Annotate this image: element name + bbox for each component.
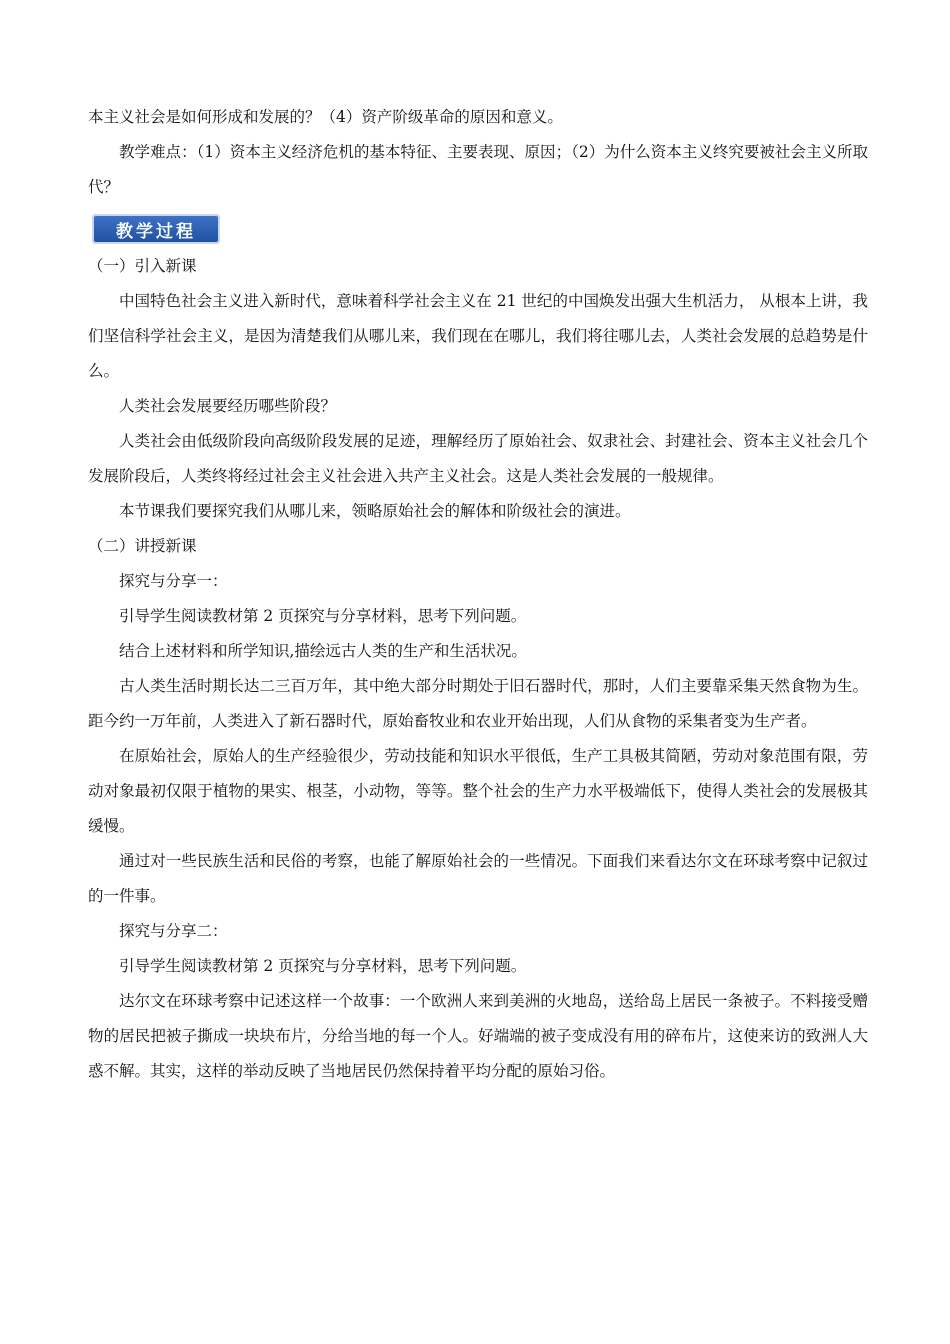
teaching-difficulty-paragraph: 教学难点：（1）资本主义经济危机的基本特征、主要表现、原因；（2）为什么资本主义终究要被社会主义所取代？	[88, 143, 868, 196]
banner-label: 教学过程	[116, 221, 196, 242]
document-page	[88, 100, 868, 1089]
paragraph: 人类社会由低级阶段向高级阶段发展的足迹，理解经历了原始社会、奴隶社会、封建社会、资本主义社会几个发展阶段后，人类终将经过社会主义社会进入共产主义社会。这是人类社会发展的一般规律。	[88, 432, 868, 485]
paragraph: 中国特色社会主义进入新时代，意味着科学社会主义在 21 世纪的中国焕发出强大生机活力， 从根本上讲，我们坚信科学社会主义，是因为清楚我们从哪儿来，我们现在在哪儿，我们将往哪儿去，人类社会发展的总趋势是什么。	[88, 292, 868, 380]
paragraph: 通过对一些民族生活和民俗的考察，也能了解原始社会的一些情况。下面我们来看达尔文在环球考察中记叙过的一件事。	[88, 852, 868, 905]
paragraph: 探究与分享一：	[119, 572, 228, 590]
paragraph: 引导学生阅读教材第 2 页探究与分享材料，思考下列问题。	[119, 957, 527, 975]
paragraph: 人类社会发展要经历哪些阶段？	[119, 397, 337, 415]
section-heading-lecture: （二）讲授新课	[88, 537, 197, 555]
paragraph: 在原始社会，原始人的生产经验很少，劳动技能和知识水平很低，生产工具极其简陋，劳动对象范围有限，劳动对象最初仅限于植物的果实、根茎，小动物，等等。整个社会的生产力水平极端低下，使得人类社会的发展极其缓慢。	[88, 747, 868, 835]
section-heading-intro: （一）引入新课	[88, 257, 197, 275]
paragraph: 结合上述材料和所学知识,描绘远古人类的生产和生活状况。	[119, 642, 527, 660]
section-banner-row	[88, 205, 868, 249]
paragraph: 引导学生阅读教材第 2 页探究与分享材料，思考下列问题。	[119, 607, 527, 625]
paragraph: 古人类生活时期长达二三百万年，其中绝大部分时期处于旧石器时代，那时，人们主要靠采集天然食物为生。距今约一万年前，人类进入了新石器时代，原始畜牧业和农业开始出现，人们从食物的采集者变为生产者。	[88, 677, 868, 730]
paragraph: 达尔文在环球考察中记述这样一个故事：一个欧洲人来到美洲的火地岛，送给岛上居民一条被子。不料接受赠物的居民把被子撕成一块块布片，分给当地的每一个人。好端端的被子变成没有用的碎布片，这使来访的致洲人大惑不解。其实，这样的举动反映了当地居民仍然保持着平均分配的原始习俗。	[88, 992, 868, 1080]
continuation-paragraph: 本主义社会是如何形成和发展的？（4）资产阶级革命的原因和意义。	[88, 108, 563, 126]
paragraph: 本节课我们要探究我们从哪儿来，领略原始社会的解体和阶级社会的演进。	[119, 502, 631, 520]
teaching-process-banner	[92, 214, 220, 244]
paragraph: 探究与分享二：	[119, 922, 228, 940]
